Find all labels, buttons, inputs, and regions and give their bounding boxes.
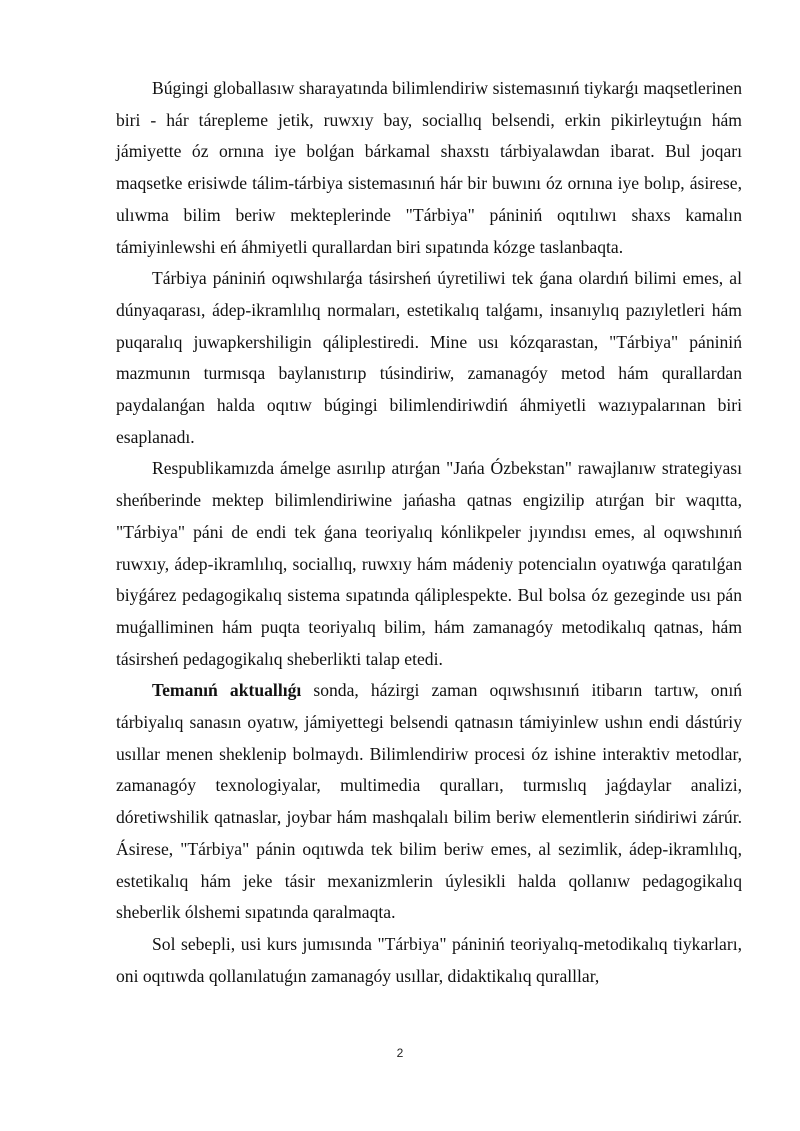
paragraph-2 xyxy=(116,263,742,453)
paragraph-2-text: Tárbiya pániniń oqıwshılarǵa tásirsheń úyretiliwi tek ǵana olardıń bilimi emes, al dúnyaqarası, ádep-ikramlılıq normaları, estetikalıq talǵamı, insanıylıq pazıyletleri hám puqaralıq juwapkershiligin qáliplestiredi. Mine usı kózqarastan, "Tárbiya" pániniń mazmunın turmısqa baylanıstırıp túsindiriw, zamanagóy metod hám qurallardan paydalanǵan halda oqıtıw búgingi bilimlendiriwdiń áhmiyetli wazıypalarınan biri esaplanadı. xyxy=(116,268,742,447)
paragraph-4-lead: Temanıń aktuallıǵı xyxy=(152,680,302,701)
paragraph-4 xyxy=(116,675,742,929)
paragraph-4-text: sonda, házirgi zaman oqıwshısınıń itibarın tartıw, onıń tárbiyalıq sanasın oyatıw, jámiyettegi belsendi qatnasın támiyinlew ushın endi dástúriy usıllar menen sheklenip bolmaydı. Bilimlendiriw procesi óz ishine interaktiv metodlar, zamanagóy texnologiyalar, multimedia quralları, turmıslıq jaǵdaylar analizi, dóretiwshilik qatnaslar, joybar hám mashqalalı bilim beriw elementlerin sińdiriwi zárúr. Ásirese, "Tárbiya" pánin oqıtıwda tek bilim beriw emes, al sezimlik, ádep-ikramlılıq, estetikalıq hám jeke tásir mexanizmlerin úylesikli halda qollanıw pedagogikalıq sheberlik ólshemi sıpatında qaralmaqta. xyxy=(116,680,743,923)
paragraph-5-text: Sol sebepli, usi kurs jumısında "Tárbiya" pániniń teoriyalıq-metodikalıq tiykarları, oni oqıtıwda qollanılatuǵın zamanagóy usıllar, didaktikalıq quralllar, xyxy=(116,933,742,986)
paragraph-5 xyxy=(116,929,742,992)
paragraph-3-text: Respublikamızda ámelge asırılıp atırǵan "Jańa Ózbekstan" rawajlanıw strategiyası sheńberinde mektep bilimlendiriwine jańasha qatnas engizilip atırǵan bir waqıtta, "Tárbiya" páni de endi tek ǵana teoriyalıq kónlikpeler jıyındısı emes, al oqıwshınıń ruwxıy, ádep-ikramlılıq, sociallıq, ruwxıy hám mádeniy potencialın oyatıwǵa qaratılǵan biyǵárez pedagogikalıq sistema sıpatında qáliplespekte. Bul bolsa óz gezeginde usı pán muǵalliminen hám puqta teoriyalıq bilim, hám zamanagóy metodikalıq qatnas, hám tásirsheń pedagogikalıq sheberlikti talap etedi. xyxy=(116,458,742,669)
document-body xyxy=(116,73,742,992)
paragraph-1-text: Búgingi globallasıw sharayatında bilimlendiriw sistemasınıń tiykarǵı maqsetlerinen biri - hár tárepleme jetik, ruwxıy bay, sociallıq belsendi, erkin pikirleytuǵın hám jámiyette óz ornına iye bolǵan bárkamal shaxstı tárbiyalawdan ibarat. Bul joqarı maqsetke erisiwde tálim-tárbiya sistemasınıń hár bir buwını óz ornına iye bolıp, ásirese, ulıwma bilim beriw mekteplerinde "Tárbiya" pániniń oqıtılıwı shaxs kamalın támiyinlewshi eń áhmiyetli qurallardan biri sıpatında kózge taslanbaqta. xyxy=(116,78,742,257)
paragraph-3 xyxy=(116,453,742,675)
paragraph-1 xyxy=(116,73,742,263)
page-number: 2 xyxy=(396,1046,404,1060)
